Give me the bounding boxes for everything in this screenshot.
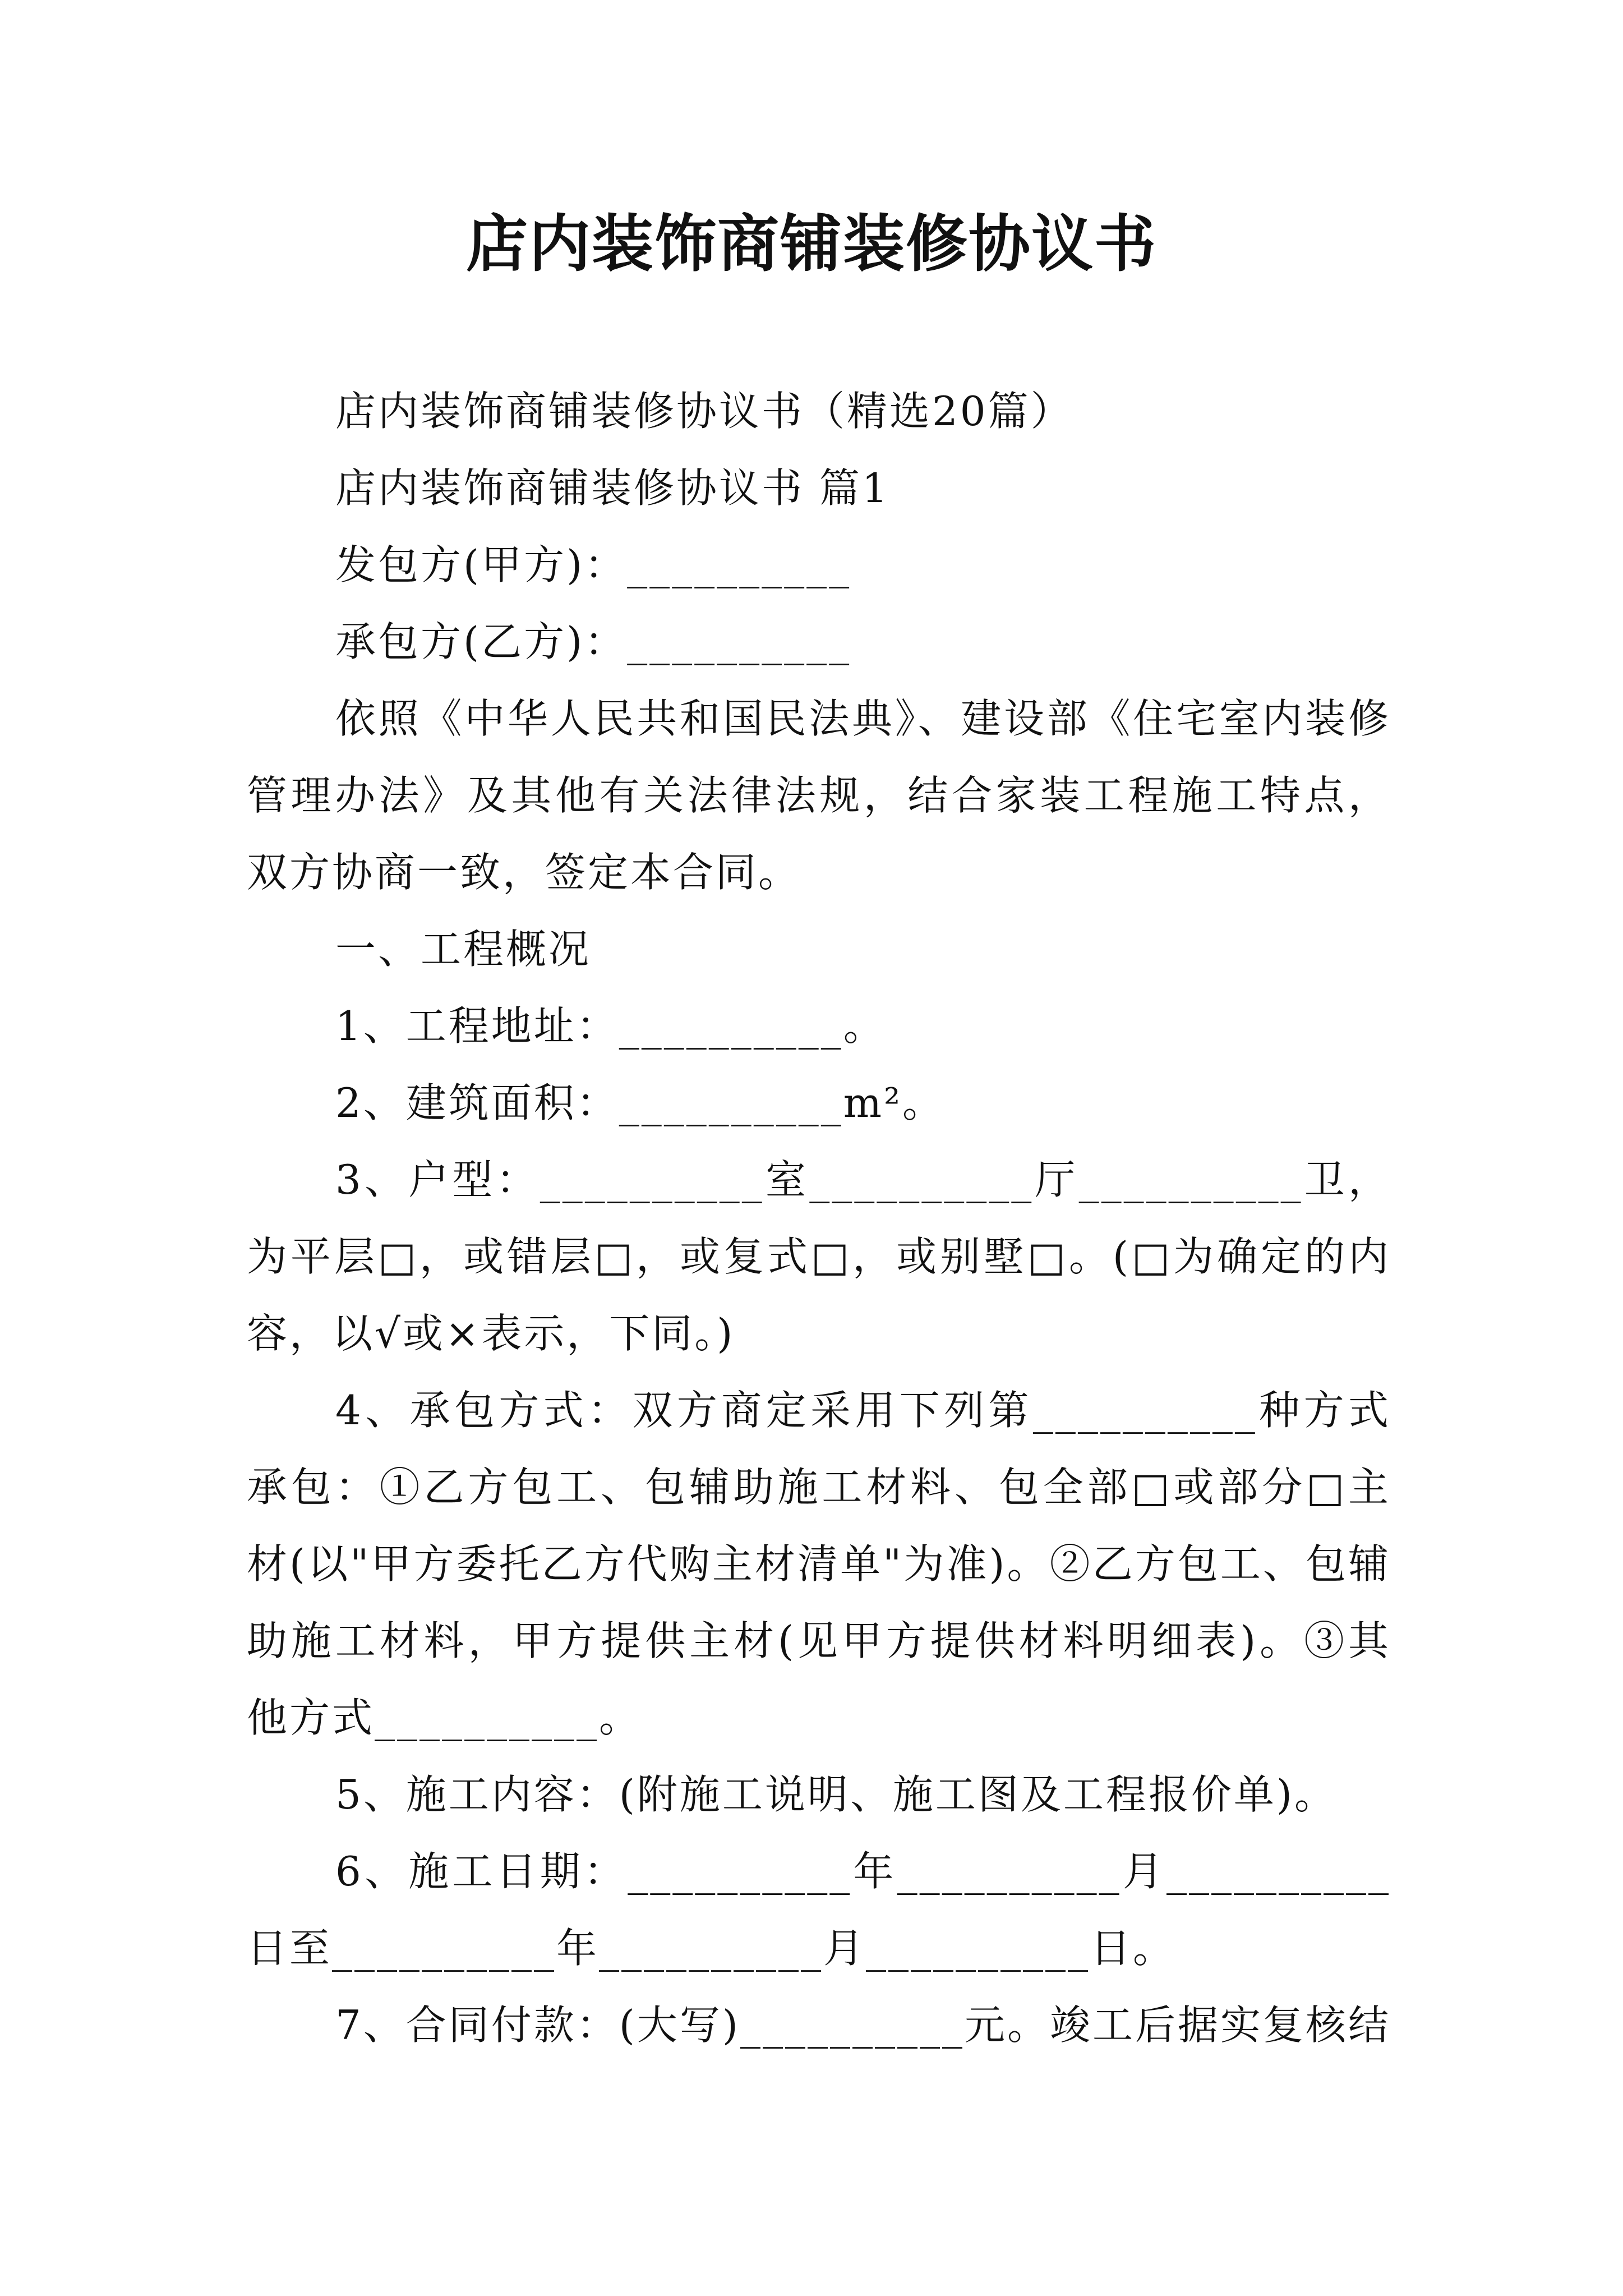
paragraph-item-dates: 6、施工日期：__________年__________月__________日至__________年__________月__________日。 bbox=[247, 1848, 1391, 1972]
paragraph-item-contract-method: 4、承包方式：双方商定采用下列第__________种方式承包：①乙方包工、包辅助施工材料、包全部□或部分□主材(以"甲方委托乙方代购主材清单"为准)。②乙方包工、包辅助施工材料，甲方提供主材(见甲方提供材料明细表)。③其他方式__________。 bbox=[247, 1387, 1391, 1741]
document-body bbox=[247, 373, 1391, 2064]
document-title: 店内装饰商铺装修协议书 bbox=[466, 208, 1157, 280]
paragraph-item-scope: 5、施工内容：(附施工说明、施工图及工程报价单)。 bbox=[335, 1771, 1337, 1818]
paragraph-item-address: 1、工程地址：__________。 bbox=[335, 1002, 886, 1050]
paragraph-section-heading: 一、工程概况 bbox=[335, 926, 592, 973]
paragraph-item-layout: 3、户型：__________室__________厅__________卫，为平层□，或错层□，或复式□，或别墅□。(□为确定的内容，以√或×表示，下同。) bbox=[247, 1156, 1391, 1357]
paragraph-item-payment: 7、合同付款：(大写)__________元。竣工后据实复核结 bbox=[335, 2001, 1391, 2049]
paragraph-party-a: 发包方(甲方)：__________ bbox=[335, 541, 852, 588]
paragraph-part-heading: 店内装饰商铺装修协议书 篇1 bbox=[335, 464, 890, 512]
paragraph-legal-basis: 依照《中华人民共和国民法典》、建设部《住宅室内装修管理办法》及其他有关法律法规，结合家装工程施工特点，双方协商一致，签定本合同。 bbox=[247, 695, 1391, 896]
paragraph-item-area: 2、建筑面积：__________m²。 bbox=[335, 1079, 945, 1126]
paragraph-collection-title: 店内装饰商铺装修协议书（精选20篇） bbox=[335, 388, 1073, 435]
paragraph-party-b: 承包方(乙方)：__________ bbox=[335, 618, 852, 665]
